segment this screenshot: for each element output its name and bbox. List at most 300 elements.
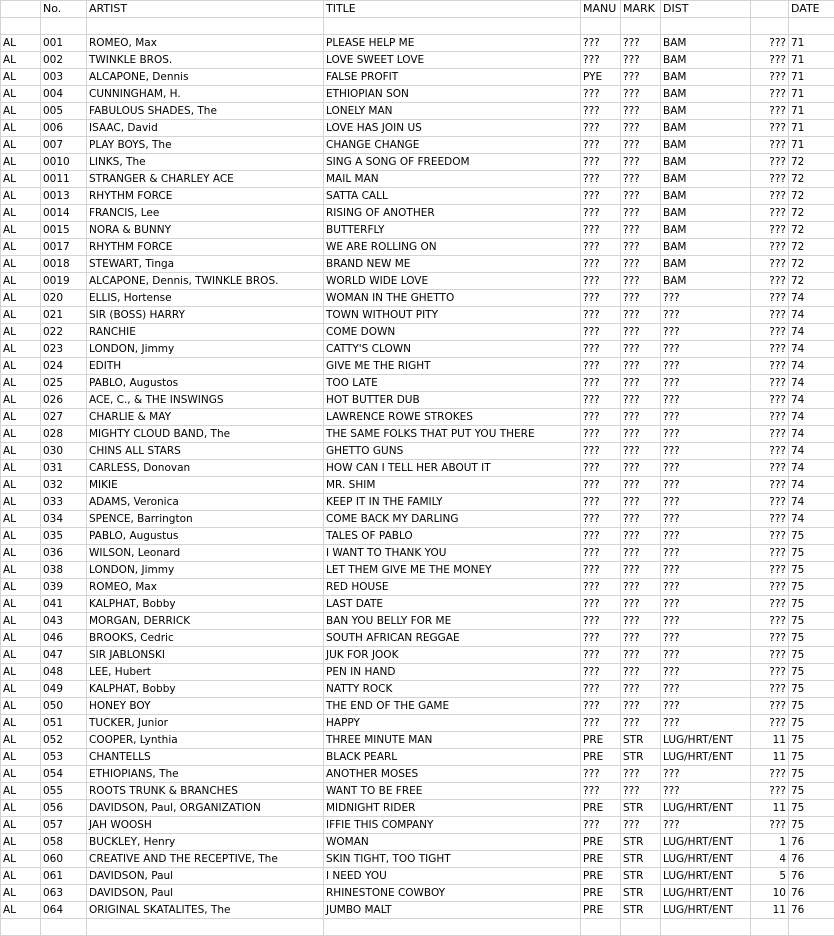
label-cell[interactable]: AL	[1, 596, 41, 613]
artist-cell[interactable]: FABULOUS SHADES, The	[87, 103, 324, 120]
artist-cell[interactable]: CUNNINGHAM, H.	[87, 86, 324, 103]
label-cell[interactable]: AL	[1, 851, 41, 868]
label-cell[interactable]: AL	[1, 732, 41, 749]
label-cell[interactable]: AL	[1, 341, 41, 358]
distributor-cell[interactable]: ???	[661, 562, 751, 579]
date-cell[interactable]: 74	[789, 511, 834, 528]
manufacturer-cell[interactable]: ???	[581, 664, 621, 681]
label-cell[interactable]: AL	[1, 375, 41, 392]
quantity-cell[interactable]	[751, 919, 789, 936]
number-cell[interactable]: 0018	[41, 256, 87, 273]
number-cell[interactable]: 047	[41, 647, 87, 664]
manufacturer-cell[interactable]: ???	[581, 783, 621, 800]
mark-cell[interactable]: ???	[621, 562, 661, 579]
mark-cell[interactable]: ???	[621, 324, 661, 341]
header-number-cell[interactable]: No.	[41, 1, 87, 18]
date-cell[interactable]: 75	[789, 715, 834, 732]
label-cell[interactable]: AL	[1, 171, 41, 188]
quantity-cell[interactable]: 11	[751, 800, 789, 817]
number-cell[interactable]: 001	[41, 35, 87, 52]
date-cell[interactable]: 75	[789, 817, 834, 834]
manufacturer-cell[interactable]: ???	[581, 579, 621, 596]
distributor-cell[interactable]: ???	[661, 511, 751, 528]
date-cell[interactable]: 74	[789, 358, 834, 375]
label-cell[interactable]: AL	[1, 69, 41, 86]
label-cell[interactable]: AL	[1, 664, 41, 681]
manufacturer-cell[interactable]: ???	[581, 341, 621, 358]
quantity-cell[interactable]: ???	[751, 579, 789, 596]
label-cell[interactable]: AL	[1, 698, 41, 715]
quantity-cell[interactable]: ???	[751, 630, 789, 647]
mark-cell[interactable]: ???	[621, 613, 661, 630]
mark-cell[interactable]: ???	[621, 392, 661, 409]
date-cell[interactable]: 74	[789, 307, 834, 324]
quantity-cell[interactable]: ???	[751, 69, 789, 86]
quantity-cell[interactable]: ???	[751, 715, 789, 732]
number-cell[interactable]: 007	[41, 137, 87, 154]
number-cell[interactable]: 005	[41, 103, 87, 120]
title-cell[interactable]: BUTTERFLY	[324, 222, 581, 239]
manufacturer-cell[interactable]: ???	[581, 562, 621, 579]
artist-cell[interactable]: ROMEO, Max	[87, 579, 324, 596]
artist-cell[interactable]: CHINS ALL STARS	[87, 443, 324, 460]
title-cell[interactable]: TOWN WITHOUT PITY	[324, 307, 581, 324]
artist-cell[interactable]: TWINKLE BROS.	[87, 52, 324, 69]
quantity-cell[interactable]: ???	[751, 188, 789, 205]
artist-cell[interactable]: LONDON, Jimmy	[87, 562, 324, 579]
artist-cell[interactable]: PLAY BOYS, The	[87, 137, 324, 154]
distributor-cell[interactable]: ???	[661, 613, 751, 630]
mark-cell[interactable]	[621, 919, 661, 936]
date-cell[interactable]: 75	[789, 783, 834, 800]
date-cell[interactable]: 76	[789, 902, 834, 919]
date-cell[interactable]: 71	[789, 103, 834, 120]
mark-cell[interactable]: ???	[621, 426, 661, 443]
distributor-cell[interactable]: ???	[661, 494, 751, 511]
artist-cell[interactable]: RANCHIE	[87, 324, 324, 341]
number-cell[interactable]: 0013	[41, 188, 87, 205]
manufacturer-cell[interactable]: ???	[581, 137, 621, 154]
date-cell[interactable]: 75	[789, 766, 834, 783]
label-cell[interactable]: AL	[1, 222, 41, 239]
distributor-cell[interactable]: ???	[661, 630, 751, 647]
manufacturer-cell[interactable]: ???	[581, 52, 621, 69]
distributor-cell[interactable]: BAM	[661, 52, 751, 69]
mark-cell[interactable]: ???	[621, 817, 661, 834]
number-cell[interactable]: 063	[41, 885, 87, 902]
quantity-cell[interactable]: ???	[751, 35, 789, 52]
title-cell[interactable]: LOVE HAS JOIN US	[324, 120, 581, 137]
number-cell[interactable]: 002	[41, 52, 87, 69]
mark-cell[interactable]	[621, 18, 661, 35]
mark-cell[interactable]: ???	[621, 154, 661, 171]
quantity-cell[interactable]: ???	[751, 290, 789, 307]
artist-cell[interactable]: BUCKLEY, Henry	[87, 834, 324, 851]
title-cell[interactable]: WANT TO BE FREE	[324, 783, 581, 800]
artist-cell[interactable]: ROMEO, Max	[87, 35, 324, 52]
mark-cell[interactable]: ???	[621, 477, 661, 494]
date-cell[interactable]: 72	[789, 154, 834, 171]
label-cell[interactable]: AL	[1, 868, 41, 885]
title-cell[interactable]: COME BACK MY DARLING	[324, 511, 581, 528]
number-cell[interactable]: 052	[41, 732, 87, 749]
manufacturer-cell[interactable]	[581, 919, 621, 936]
date-cell[interactable]: 74	[789, 494, 834, 511]
artist-cell[interactable]: ACE, C., & THE INSWINGS	[87, 392, 324, 409]
title-cell[interactable]: JUMBO MALT	[324, 902, 581, 919]
artist-cell[interactable]: KALPHAT, Bobby	[87, 596, 324, 613]
number-cell[interactable]: 025	[41, 375, 87, 392]
manufacturer-cell[interactable]: ???	[581, 358, 621, 375]
distributor-cell[interactable]	[661, 18, 751, 35]
quantity-cell[interactable]: ???	[751, 409, 789, 426]
artist-cell[interactable]: RHYTHM FORCE	[87, 239, 324, 256]
header-title-cell[interactable]: TITLE	[324, 1, 581, 18]
manufacturer-cell[interactable]: PRE	[581, 851, 621, 868]
mark-cell[interactable]: ???	[621, 596, 661, 613]
quantity-cell[interactable]: ???	[751, 324, 789, 341]
number-cell[interactable]: 041	[41, 596, 87, 613]
mark-cell[interactable]: ???	[621, 409, 661, 426]
title-cell[interactable]: JUK FOR JOOK	[324, 647, 581, 664]
number-cell[interactable]: 055	[41, 783, 87, 800]
artist-cell[interactable]: NORA & BUNNY	[87, 222, 324, 239]
artist-cell[interactable]: LEE, Hubert	[87, 664, 324, 681]
number-cell[interactable]: 035	[41, 528, 87, 545]
mark-cell[interactable]: ???	[621, 698, 661, 715]
label-cell[interactable]: AL	[1, 426, 41, 443]
manufacturer-cell[interactable]: ???	[581, 715, 621, 732]
header-date-cell[interactable]: DATE	[789, 1, 834, 18]
artist-cell[interactable]: KALPHAT, Bobby	[87, 681, 324, 698]
number-cell[interactable]: 049	[41, 681, 87, 698]
title-cell[interactable]: HOW CAN I TELL HER ABOUT IT	[324, 460, 581, 477]
label-cell[interactable]: AL	[1, 120, 41, 137]
distributor-cell[interactable]: ???	[661, 375, 751, 392]
manufacturer-cell[interactable]: ???	[581, 375, 621, 392]
date-cell[interactable]: 71	[789, 69, 834, 86]
title-cell[interactable]: GIVE ME THE RIGHT	[324, 358, 581, 375]
number-cell[interactable]: 053	[41, 749, 87, 766]
quantity-cell[interactable]: ???	[751, 392, 789, 409]
mark-cell[interactable]: STR	[621, 851, 661, 868]
artist-cell[interactable]: STRANGER & CHARLEY ACE	[87, 171, 324, 188]
title-cell[interactable]: ETHIOPIAN SON	[324, 86, 581, 103]
label-cell[interactable]: AL	[1, 409, 41, 426]
label-cell[interactable]: AL	[1, 885, 41, 902]
date-cell[interactable]: 75	[789, 749, 834, 766]
quantity-cell[interactable]: 4	[751, 851, 789, 868]
mark-cell[interactable]: ???	[621, 460, 661, 477]
label-cell[interactable]: AL	[1, 902, 41, 919]
number-cell[interactable]: 054	[41, 766, 87, 783]
manufacturer-cell[interactable]: ???	[581, 222, 621, 239]
label-cell[interactable]: AL	[1, 562, 41, 579]
title-cell[interactable]: RED HOUSE	[324, 579, 581, 596]
distributor-cell[interactable]: BAM	[661, 154, 751, 171]
label-cell[interactable]: AL	[1, 783, 41, 800]
date-cell[interactable]: 75	[789, 681, 834, 698]
date-cell[interactable]: 76	[789, 885, 834, 902]
header-manufacturer-cell[interactable]: MANU	[581, 1, 621, 18]
mark-cell[interactable]: ???	[621, 715, 661, 732]
number-cell[interactable]: 0017	[41, 239, 87, 256]
title-cell[interactable]: CATTY'S CLOWN	[324, 341, 581, 358]
quantity-cell[interactable]: ???	[751, 137, 789, 154]
date-cell[interactable]: 72	[789, 222, 834, 239]
date-cell[interactable]: 75	[789, 545, 834, 562]
distributor-cell[interactable]: BAM	[661, 222, 751, 239]
label-cell[interactable]: AL	[1, 137, 41, 154]
distributor-cell[interactable]: ???	[661, 426, 751, 443]
title-cell[interactable]: LAST DATE	[324, 596, 581, 613]
label-cell[interactable]: AL	[1, 460, 41, 477]
distributor-cell[interactable]: ???	[661, 392, 751, 409]
distributor-cell[interactable]: LUG/HRT/ENT	[661, 834, 751, 851]
label-cell[interactable]: AL	[1, 749, 41, 766]
manufacturer-cell[interactable]: ???	[581, 460, 621, 477]
number-cell[interactable]: 0011	[41, 171, 87, 188]
title-cell[interactable]: WORLD WIDE LOVE	[324, 273, 581, 290]
label-cell[interactable]: AL	[1, 256, 41, 273]
title-cell[interactable]: BLACK PEARL	[324, 749, 581, 766]
distributor-cell[interactable]: ???	[661, 358, 751, 375]
distributor-cell[interactable]: ???	[661, 341, 751, 358]
mark-cell[interactable]: ???	[621, 120, 661, 137]
mark-cell[interactable]: ???	[621, 358, 661, 375]
number-cell[interactable]: 061	[41, 868, 87, 885]
manufacturer-cell[interactable]: PRE	[581, 885, 621, 902]
date-cell[interactable]: 72	[789, 188, 834, 205]
mark-cell[interactable]: ???	[621, 664, 661, 681]
date-cell[interactable]: 75	[789, 613, 834, 630]
distributor-cell[interactable]: BAM	[661, 273, 751, 290]
label-cell[interactable]: AL	[1, 154, 41, 171]
manufacturer-cell[interactable]: ???	[581, 171, 621, 188]
mark-cell[interactable]: STR	[621, 732, 661, 749]
label-cell[interactable]: AL	[1, 834, 41, 851]
date-cell[interactable]	[789, 919, 834, 936]
number-cell[interactable]: 0010	[41, 154, 87, 171]
label-cell[interactable]: AL	[1, 273, 41, 290]
label-cell[interactable]: AL	[1, 358, 41, 375]
quantity-cell[interactable]: ???	[751, 664, 789, 681]
distributor-cell[interactable]: ???	[661, 460, 751, 477]
artist-cell[interactable]: MIKIE	[87, 477, 324, 494]
title-cell[interactable]: COME DOWN	[324, 324, 581, 341]
manufacturer-cell[interactable]: ???	[581, 239, 621, 256]
manufacturer-cell[interactable]: ???	[581, 613, 621, 630]
mark-cell[interactable]: STR	[621, 834, 661, 851]
mark-cell[interactable]: ???	[621, 494, 661, 511]
quantity-cell[interactable]: ???	[751, 817, 789, 834]
number-cell[interactable]: 046	[41, 630, 87, 647]
label-cell[interactable]: AL	[1, 443, 41, 460]
distributor-cell[interactable]: LUG/HRT/ENT	[661, 885, 751, 902]
distributor-cell[interactable]: LUG/HRT/ENT	[661, 749, 751, 766]
artist-cell[interactable]: FRANCIS, Lee	[87, 205, 324, 222]
artist-cell[interactable]: DAVIDSON, Paul, ORGANIZATION	[87, 800, 324, 817]
number-cell[interactable]: 020	[41, 290, 87, 307]
title-cell[interactable]: TALES OF PABLO	[324, 528, 581, 545]
title-cell[interactable]: LET THEM GIVE ME THE MONEY	[324, 562, 581, 579]
artist-cell[interactable]: BROOKS, Cedric	[87, 630, 324, 647]
number-cell[interactable]: 048	[41, 664, 87, 681]
quantity-cell[interactable]: ???	[751, 86, 789, 103]
title-cell[interactable]: PLEASE HELP ME	[324, 35, 581, 52]
artist-cell[interactable]: SPENCE, Barrington	[87, 511, 324, 528]
mark-cell[interactable]: ???	[621, 766, 661, 783]
distributor-cell[interactable]: LUG/HRT/ENT	[661, 902, 751, 919]
title-cell[interactable]: CHANGE CHANGE	[324, 137, 581, 154]
quantity-cell[interactable]: ???	[751, 511, 789, 528]
manufacturer-cell[interactable]: PRE	[581, 732, 621, 749]
date-cell[interactable]: 71	[789, 52, 834, 69]
mark-cell[interactable]: ???	[621, 188, 661, 205]
title-cell[interactable]: WOMAN	[324, 834, 581, 851]
distributor-cell[interactable]: ???	[661, 290, 751, 307]
quantity-cell[interactable]: ???	[751, 239, 789, 256]
number-cell[interactable]: 051	[41, 715, 87, 732]
date-cell[interactable]: 72	[789, 256, 834, 273]
manufacturer-cell[interactable]: ???	[581, 86, 621, 103]
date-cell[interactable]: 74	[789, 443, 834, 460]
manufacturer-cell[interactable]: ???	[581, 256, 621, 273]
title-cell[interactable]: WE ARE ROLLING ON	[324, 239, 581, 256]
date-cell[interactable]: 75	[789, 562, 834, 579]
quantity-cell[interactable]: ???	[751, 647, 789, 664]
distributor-cell[interactable]: LUG/HRT/ENT	[661, 732, 751, 749]
number-cell[interactable]: 0014	[41, 205, 87, 222]
title-cell[interactable]: RISING OF ANOTHER	[324, 205, 581, 222]
quantity-cell[interactable]: ???	[751, 766, 789, 783]
header-distributor-cell[interactable]: DIST	[661, 1, 751, 18]
distributor-cell[interactable]: ???	[661, 664, 751, 681]
quantity-cell[interactable]: 11	[751, 749, 789, 766]
artist-cell[interactable]: ISAAC, David	[87, 120, 324, 137]
manufacturer-cell[interactable]: ???	[581, 409, 621, 426]
mark-cell[interactable]: ???	[621, 443, 661, 460]
quantity-cell[interactable]: ???	[751, 205, 789, 222]
date-cell[interactable]: 74	[789, 392, 834, 409]
artist-cell[interactable]: CHARLIE & MAY	[87, 409, 324, 426]
artist-cell[interactable]	[87, 18, 324, 35]
date-cell[interactable]: 75	[789, 630, 834, 647]
title-cell[interactable]: HAPPY	[324, 715, 581, 732]
title-cell[interactable]: SOUTH AFRICAN REGGAE	[324, 630, 581, 647]
label-cell[interactable]: AL	[1, 528, 41, 545]
mark-cell[interactable]: ???	[621, 171, 661, 188]
mark-cell[interactable]: STR	[621, 749, 661, 766]
title-cell[interactable]: IFFIE THIS COMPANY	[324, 817, 581, 834]
mark-cell[interactable]: ???	[621, 205, 661, 222]
distributor-cell[interactable]: BAM	[661, 35, 751, 52]
distributor-cell[interactable]: ???	[661, 817, 751, 834]
artist-cell[interactable]: ETHIOPIANS, The	[87, 766, 324, 783]
title-cell[interactable]	[324, 919, 581, 936]
label-cell[interactable]	[1, 18, 41, 35]
artist-cell[interactable]: DAVIDSON, Paul	[87, 868, 324, 885]
manufacturer-cell[interactable]: ???	[581, 273, 621, 290]
date-cell[interactable]: 75	[789, 800, 834, 817]
quantity-cell[interactable]: ???	[751, 375, 789, 392]
distributor-cell[interactable]: ???	[661, 409, 751, 426]
manufacturer-cell[interactable]: ???	[581, 35, 621, 52]
mark-cell[interactable]: ???	[621, 290, 661, 307]
mark-cell[interactable]: ???	[621, 307, 661, 324]
distributor-cell[interactable]: LUG/HRT/ENT	[661, 868, 751, 885]
distributor-cell[interactable]: BAM	[661, 171, 751, 188]
label-cell[interactable]: AL	[1, 817, 41, 834]
number-cell[interactable]: 023	[41, 341, 87, 358]
number-cell[interactable]: 036	[41, 545, 87, 562]
label-cell[interactable]: AL	[1, 579, 41, 596]
manufacturer-cell[interactable]: ???	[581, 511, 621, 528]
label-cell[interactable]: AL	[1, 511, 41, 528]
artist-cell[interactable]: CARLESS, Donovan	[87, 460, 324, 477]
date-cell[interactable]: 72	[789, 171, 834, 188]
manufacturer-cell[interactable]: ???	[581, 120, 621, 137]
date-cell[interactable]: 71	[789, 120, 834, 137]
number-cell[interactable]: 060	[41, 851, 87, 868]
mark-cell[interactable]: ???	[621, 69, 661, 86]
quantity-cell[interactable]: ???	[751, 460, 789, 477]
date-cell[interactable]: 74	[789, 341, 834, 358]
number-cell[interactable]: 024	[41, 358, 87, 375]
title-cell[interactable]: FALSE PROFIT	[324, 69, 581, 86]
label-cell[interactable]: AL	[1, 86, 41, 103]
mark-cell[interactable]: ???	[621, 137, 661, 154]
label-cell[interactable]: AL	[1, 392, 41, 409]
quantity-cell[interactable]: ???	[751, 222, 789, 239]
title-cell[interactable]: LOVE SWEET LOVE	[324, 52, 581, 69]
artist-cell[interactable]	[87, 919, 324, 936]
date-cell[interactable]: 72	[789, 273, 834, 290]
number-cell[interactable]: 034	[41, 511, 87, 528]
mark-cell[interactable]: ???	[621, 528, 661, 545]
label-cell[interactable]: AL	[1, 35, 41, 52]
number-cell[interactable]: 021	[41, 307, 87, 324]
artist-cell[interactable]: TUCKER, Junior	[87, 715, 324, 732]
manufacturer-cell[interactable]: PRE	[581, 800, 621, 817]
distributor-cell[interactable]: BAM	[661, 137, 751, 154]
manufacturer-cell[interactable]: ???	[581, 817, 621, 834]
mark-cell[interactable]: ???	[621, 273, 661, 290]
label-cell[interactable]: AL	[1, 205, 41, 222]
number-cell[interactable]: 028	[41, 426, 87, 443]
artist-cell[interactable]: LONDON, Jimmy	[87, 341, 324, 358]
title-cell[interactable]: I NEED YOU	[324, 868, 581, 885]
distributor-cell[interactable]: ???	[661, 647, 751, 664]
distributor-cell[interactable]: ???	[661, 579, 751, 596]
title-cell[interactable]: ANOTHER MOSES	[324, 766, 581, 783]
number-cell[interactable]: 022	[41, 324, 87, 341]
title-cell[interactable]: THE SAME FOLKS THAT PUT YOU THERE	[324, 426, 581, 443]
manufacturer-cell[interactable]: ???	[581, 528, 621, 545]
artist-cell[interactable]: EDITH	[87, 358, 324, 375]
distributor-cell[interactable]: ???	[661, 596, 751, 613]
title-cell[interactable]: MAIL MAN	[324, 171, 581, 188]
manufacturer-cell[interactable]: ???	[581, 426, 621, 443]
artist-cell[interactable]: ROOTS TRUNK & BRANCHES	[87, 783, 324, 800]
manufacturer-cell[interactable]: ???	[581, 647, 621, 664]
mark-cell[interactable]: ???	[621, 52, 661, 69]
manufacturer-cell[interactable]: PRE	[581, 868, 621, 885]
date-cell[interactable]: 72	[789, 205, 834, 222]
manufacturer-cell[interactable]: ???	[581, 324, 621, 341]
label-cell[interactable]: AL	[1, 477, 41, 494]
label-cell[interactable]: AL	[1, 681, 41, 698]
